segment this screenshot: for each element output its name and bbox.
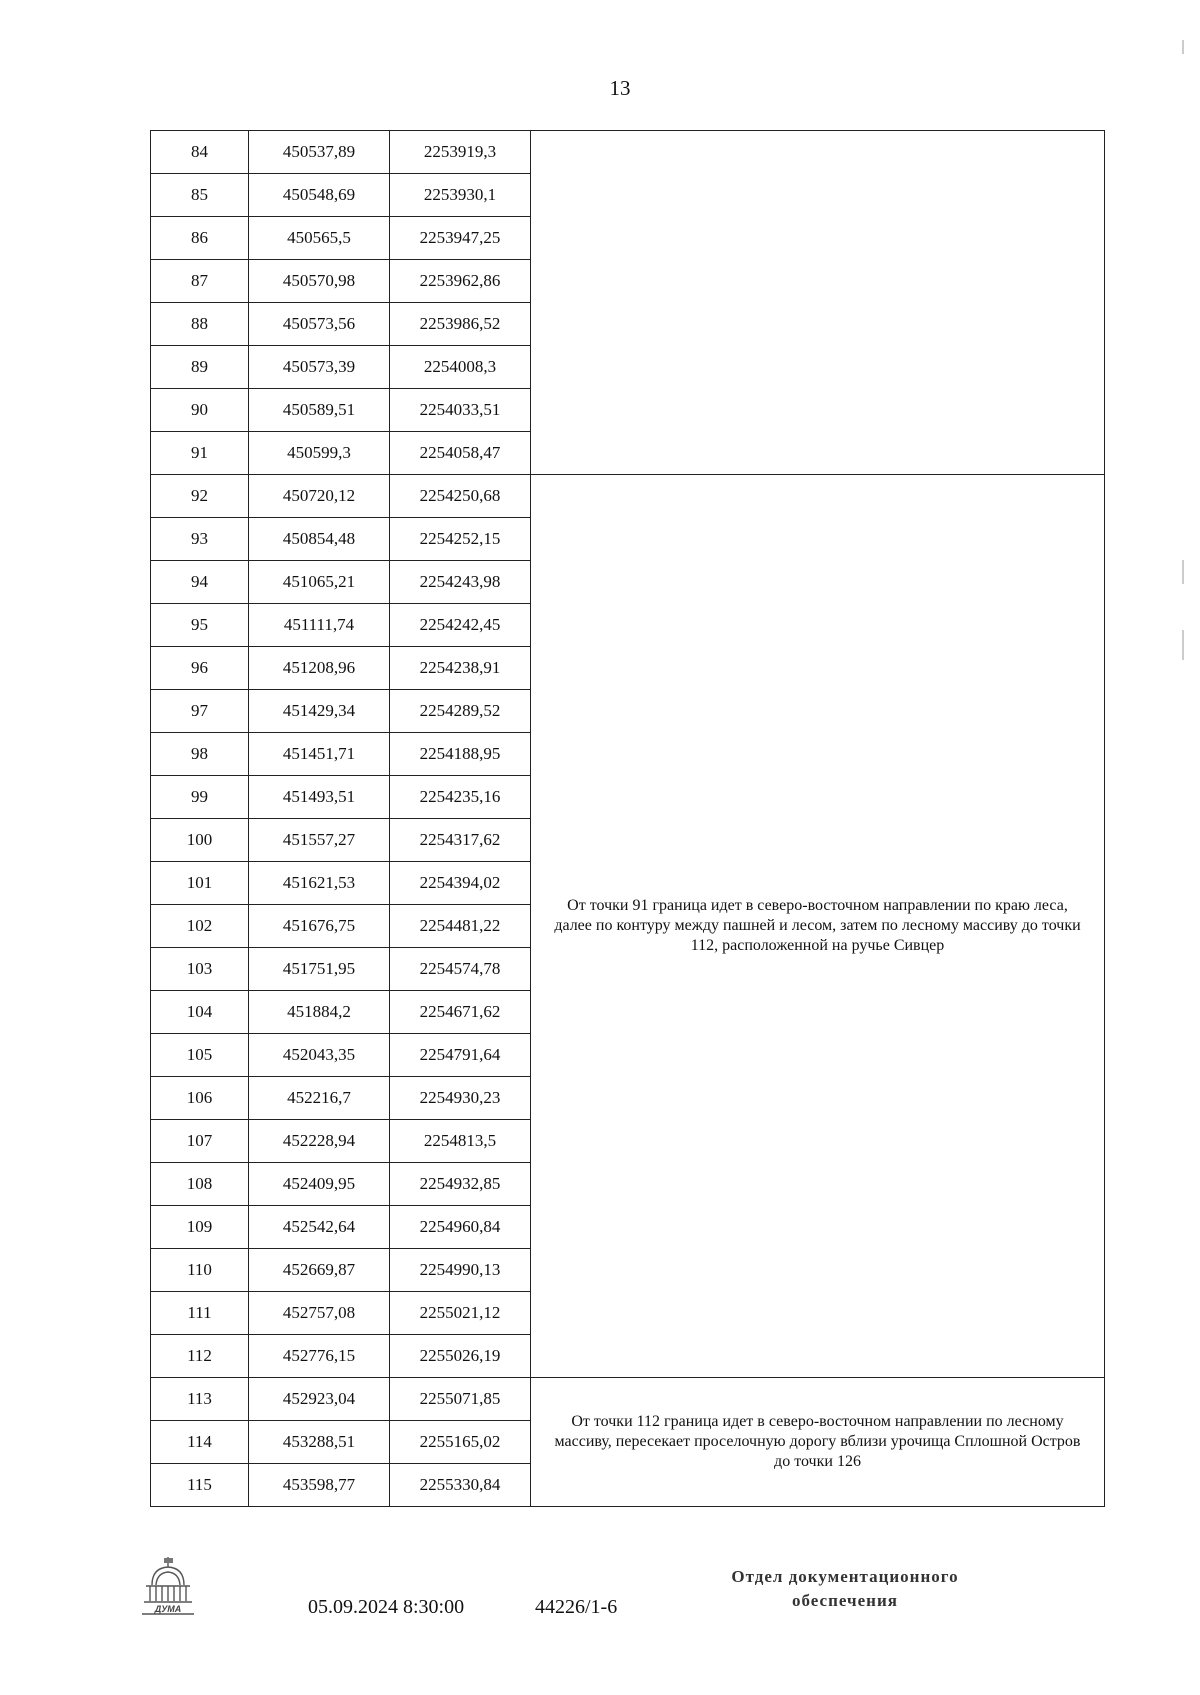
scan-artifact (1182, 40, 1184, 54)
y-coordinate-cell: 2254574,78 (390, 948, 531, 991)
y-coordinate-cell: 2254932,85 (390, 1163, 531, 1206)
y-coordinate-cell: 2254671,62 (390, 991, 531, 1034)
point-number-cell: 104 (151, 991, 249, 1034)
y-coordinate-cell: 2255165,02 (390, 1421, 531, 1464)
point-number-cell: 110 (151, 1249, 249, 1292)
point-number-cell: 115 (151, 1464, 249, 1507)
y-coordinate-cell: 2253986,52 (390, 303, 531, 346)
x-coordinate-cell: 452542,64 (249, 1206, 390, 1249)
logo-text: ДУМА (154, 1604, 182, 1614)
table-row (151, 475, 1105, 518)
x-coordinate-cell: 453288,51 (249, 1421, 390, 1464)
point-number-cell: 106 (151, 1077, 249, 1120)
y-coordinate-cell: 2255026,19 (390, 1335, 531, 1378)
point-number-cell: 89 (151, 346, 249, 389)
point-number-cell: 95 (151, 604, 249, 647)
y-coordinate-cell: 2254930,23 (390, 1077, 531, 1120)
point-number-cell: 88 (151, 303, 249, 346)
point-number-cell: 87 (151, 260, 249, 303)
x-coordinate-cell: 451676,75 (249, 905, 390, 948)
department-stamp: Отдел документационного обеспечения (731, 1567, 959, 1610)
point-number-cell: 84 (151, 131, 249, 174)
y-coordinate-cell: 2254188,95 (390, 733, 531, 776)
duma-emblem-logo (140, 1555, 196, 1617)
point-number-cell: 114 (151, 1421, 249, 1464)
x-coordinate-cell: 450537,89 (249, 131, 390, 174)
point-number-cell: 99 (151, 776, 249, 819)
point-number-cell: 101 (151, 862, 249, 905)
x-coordinate-cell: 452757,08 (249, 1292, 390, 1335)
point-number-cell: 109 (151, 1206, 249, 1249)
point-number-cell: 105 (151, 1034, 249, 1077)
point-number-cell: 112 (151, 1335, 249, 1378)
point-number-cell: 92 (151, 475, 249, 518)
x-coordinate-cell: 451557,27 (249, 819, 390, 862)
table-row (151, 1378, 1105, 1421)
x-coordinate-cell: 452216,7 (249, 1077, 390, 1120)
y-coordinate-cell: 2255330,84 (390, 1464, 531, 1507)
point-number-cell: 97 (151, 690, 249, 733)
x-coordinate-cell: 452923,04 (249, 1378, 390, 1421)
x-coordinate-cell: 451429,34 (249, 690, 390, 733)
y-coordinate-cell: 2254481,22 (390, 905, 531, 948)
y-coordinate-cell: 2254008,3 (390, 346, 531, 389)
x-coordinate-cell: 453598,77 (249, 1464, 390, 1507)
document-code: 44226/1-6 (535, 1596, 618, 1618)
y-coordinate-cell: 2254058,47 (390, 432, 531, 475)
point-number-cell: 91 (151, 432, 249, 475)
y-coordinate-cell: 2254960,84 (390, 1206, 531, 1249)
point-number-cell: 96 (151, 647, 249, 690)
y-coordinate-cell: 2254033,51 (390, 389, 531, 432)
boundary-description-cell: От точки 91 граница идет в северо-восточном направлении по краю леса, далее по контуру между пашней и лесом, затем по лесному массиву до точки 112, расположенной на ручье Сивцер (531, 475, 1105, 1378)
point-number-cell: 86 (151, 217, 249, 260)
scan-artifact (1182, 560, 1184, 584)
y-coordinate-cell: 2254813,5 (390, 1120, 531, 1163)
point-number-cell: 94 (151, 561, 249, 604)
footer-date: 05.09.2024 8:30:00 (308, 1596, 465, 1618)
y-coordinate-cell: 2254252,15 (390, 518, 531, 561)
point-number-cell: 107 (151, 1120, 249, 1163)
boundary-description-cell (531, 131, 1105, 475)
x-coordinate-cell: 451621,53 (249, 862, 390, 905)
y-coordinate-cell: 2253930,1 (390, 174, 531, 217)
point-number-cell: 113 (151, 1378, 249, 1421)
y-coordinate-cell: 2254289,52 (390, 690, 531, 733)
x-coordinate-cell: 450589,51 (249, 389, 390, 432)
scan-artifact (1182, 630, 1184, 660)
x-coordinate-cell: 450548,69 (249, 174, 390, 217)
point-number-cell: 100 (151, 819, 249, 862)
point-number-cell: 93 (151, 518, 249, 561)
point-number-cell: 102 (151, 905, 249, 948)
point-number-cell: 103 (151, 948, 249, 991)
y-coordinate-cell: 2253947,25 (390, 217, 531, 260)
y-coordinate-cell: 2254317,62 (390, 819, 531, 862)
boundary-description-cell: От точки 112 граница идет в северо-восточном направлении по лесному массиву, пересекает проселочную дорогу вблизи урочища Сплошной Остров до точки 126 (531, 1378, 1105, 1507)
page-number: 13 (609, 76, 631, 100)
x-coordinate-cell: 450599,3 (249, 432, 390, 475)
coordinates-table (150, 130, 1105, 1507)
y-coordinate-cell: 2255071,85 (390, 1378, 531, 1421)
point-number-cell: 108 (151, 1163, 249, 1206)
x-coordinate-cell: 451451,71 (249, 733, 390, 776)
x-coordinate-cell: 450570,98 (249, 260, 390, 303)
x-coordinate-cell: 450573,56 (249, 303, 390, 346)
x-coordinate-cell: 452669,87 (249, 1249, 390, 1292)
y-coordinate-cell: 2254250,68 (390, 475, 531, 518)
x-coordinate-cell: 451111,74 (249, 604, 390, 647)
x-coordinate-cell: 450854,48 (249, 518, 390, 561)
point-number-cell: 111 (151, 1292, 249, 1335)
x-coordinate-cell: 451208,96 (249, 647, 390, 690)
x-coordinate-cell: 451884,2 (249, 991, 390, 1034)
point-number-cell: 85 (151, 174, 249, 217)
table-row (151, 131, 1105, 174)
y-coordinate-cell: 2254990,13 (390, 1249, 531, 1292)
x-coordinate-cell: 450565,5 (249, 217, 390, 260)
x-coordinate-cell: 450573,39 (249, 346, 390, 389)
y-coordinate-cell: 2253919,3 (390, 131, 531, 174)
y-coordinate-cell: 2254394,02 (390, 862, 531, 905)
x-coordinate-cell: 450720,12 (249, 475, 390, 518)
x-coordinate-cell: 452043,35 (249, 1034, 390, 1077)
x-coordinate-cell: 452228,94 (249, 1120, 390, 1163)
y-coordinate-cell: 2253962,86 (390, 260, 531, 303)
y-coordinate-cell: 2254238,91 (390, 647, 531, 690)
y-coordinate-cell: 2254242,45 (390, 604, 531, 647)
y-coordinate-cell: 2255021,12 (390, 1292, 531, 1335)
x-coordinate-cell: 452776,15 (249, 1335, 390, 1378)
y-coordinate-cell: 2254243,98 (390, 561, 531, 604)
point-number-cell: 98 (151, 733, 249, 776)
x-coordinate-cell: 451751,95 (249, 948, 390, 991)
x-coordinate-cell: 452409,95 (249, 1163, 390, 1206)
y-coordinate-cell: 2254791,64 (390, 1034, 531, 1077)
y-coordinate-cell: 2254235,16 (390, 776, 531, 819)
point-number-cell: 90 (151, 389, 249, 432)
x-coordinate-cell: 451493,51 (249, 776, 390, 819)
x-coordinate-cell: 451065,21 (249, 561, 390, 604)
